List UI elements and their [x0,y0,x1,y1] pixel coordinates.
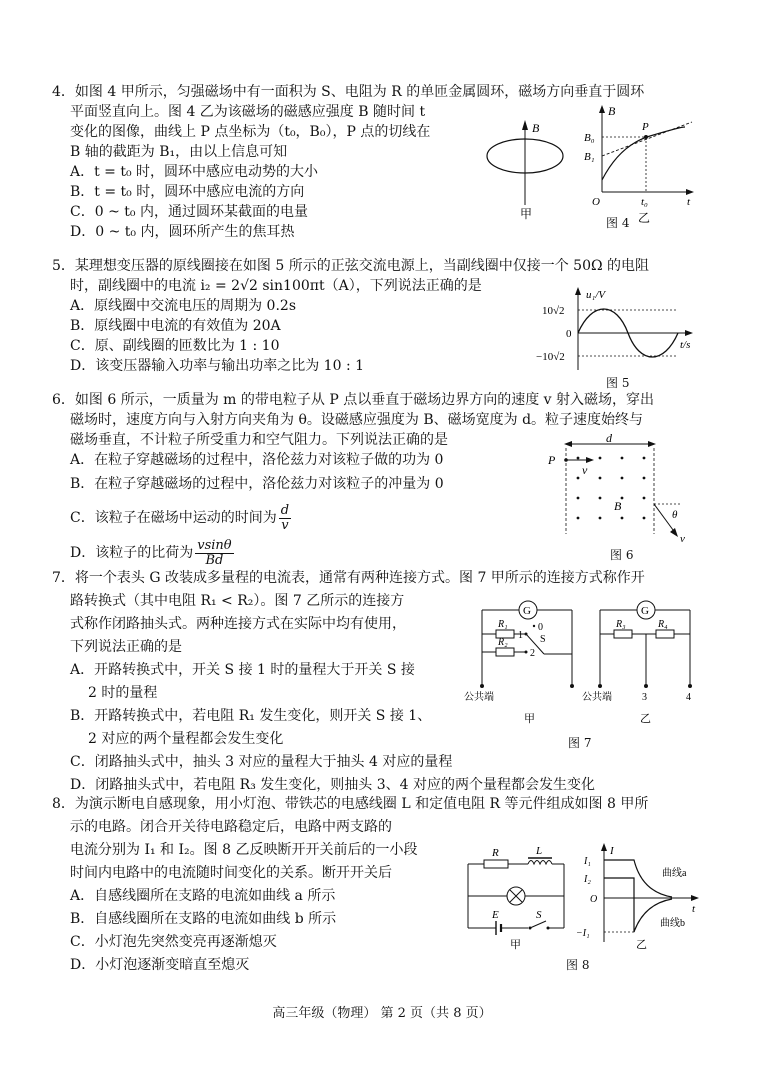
page-footer: 高三年级（物理） 第 2 页（共 8 页） [272,1006,492,1021]
q7-option-b-cont: 2 对应的两个量程都会发生变化 [88,731,284,747]
figure-7 [460,596,705,726]
fig7-caption: 图 7 [568,736,592,750]
svg-text:t₀: t₀ [641,196,648,208]
svg-text:G: G [523,605,531,617]
q7-line-2: 路转换式（其中电阻 R₁ < R₂）。图 7 乙所示的连接方 [70,593,405,609]
d-right-arrow-icon [648,441,656,447]
q4-option-d[interactable]: D．0 ~ t₀ 内，圆环所产生的焦耳热 [70,224,295,240]
svg-text:d: d [606,434,612,445]
svg-text:v: v [582,463,588,477]
svg-text:R₄: R₄ [658,619,668,630]
ring-b-label: B [532,121,540,135]
exit-velocity-arrow-icon [670,528,678,537]
svg-text:t: t [692,903,696,915]
svg-text:甲: 甲 [524,713,535,725]
q4-line-1: 4．如图 4 甲所示，匀强磁场中有一面积为 S、电阻为 R 的单匝金属圆环，磁场方向垂直于圆环 [52,84,645,100]
q8-line-4: 时间内电路中的电流随时间变化的关系。断开开关后 [70,865,392,881]
q7-option-d[interactable]: D．闭路抽头式中，若电阻 R₃ 发生变化，则抽头 3、4 对应的两个量程都会发生变化 [70,777,595,793]
svg-text:−10√2: −10√2 [536,351,565,363]
field-arrow-icon [522,120,528,130]
q6-line-1: 6．如图 6 所示，一质量为 m 的带电粒子从 P 点以垂直于磁场边界方向的速度 v 射入磁场，穿出 [52,392,655,408]
svg-text:−I₁: −I₁ [576,928,590,939]
svg-text:公共端: 公共端 [464,692,494,703]
q8-option-a[interactable]: A．自感线圈所在支路的电流如曲线 a 所示 [70,888,336,904]
svg-text:R₁: R₁ [498,619,508,630]
fig4-jia-label: 甲 [520,207,533,221]
svg-text:1: 1 [518,630,523,641]
svg-text:O: O [590,894,598,905]
svg-text:B: B [614,499,622,513]
q5-option-b[interactable]: B．原线圈中电流的有效值为 20A [70,318,281,334]
svg-text:曲线b: 曲线b [660,918,685,929]
q4-option-b[interactable]: B．t = t₀ 时，圆环中感应电流的方向 [70,184,305,200]
t-axis-arrow-icon [686,189,694,195]
inductor-l [528,861,552,865]
svg-text:v: v [680,533,685,545]
q8-line-2: 示的电路。闭合开关待电路稳定后，电路中两支路的 [70,819,392,835]
i-axis-arrow-icon [601,843,607,851]
q8-line-1: 8．为演示断电自感现象，用小灯泡、带铁芯的电感线圈 L 和定值电阻 R 等元件组成如图 8 甲所 [52,796,649,812]
svg-text:乙: 乙 [640,713,651,725]
svg-text:公共端: 公共端 [582,692,612,703]
q6-d-fraction: vsinθ Bd [197,537,232,568]
svg-text:I: I [610,845,614,857]
q5-option-a[interactable]: A．原线圈中交流电压的周期为 0.2s [70,298,297,314]
q6-option-d[interactable]: D．该粒子的比荷为 vsinθ Bd [70,537,232,568]
svg-text:10√2: 10√2 [542,305,565,317]
b-axis-arrow-icon [599,105,605,113]
fig5-caption: 图 5 [606,376,630,390]
figure-8 [458,842,708,954]
q8-line-3: 电流分别为 I₁ 和 I₂。图 8 乙反映断开开关前后的一小段 [70,842,418,858]
q6-option-b[interactable]: B．在粒子穿越磁场的过程中，洛伦兹力对该粒子的冲量为 0 [70,476,444,492]
svg-text:θ: θ [672,509,678,521]
svg-text:u₁/V: u₁/V [586,289,606,301]
q6-c-fraction: d v [280,502,290,533]
q5-line-1: 5．某理想变压器的原线圈接在如图 5 所示的正弦交流电源上，当副线圈中仅接一个 50Ω 的电阻 [52,258,650,274]
svg-text:3: 3 [642,692,647,703]
q7-option-a-cont: 2 时的量程 [88,685,158,701]
q6-option-c[interactable]: C．该粒子在磁场中运动的时间为 d v [70,502,290,533]
svg-text:B₁: B₁ [584,151,595,163]
svg-text:B₀: B₀ [584,132,595,144]
fig6-caption: 图 6 [610,548,634,562]
svg-text:I₁: I₁ [584,856,591,867]
t-axis-arrow-icon [691,895,699,901]
time-axis-arrow-icon [685,330,693,336]
q6-option-a[interactable]: A．在粒子穿越磁场的过程中，洛伦兹力对该粒子做的功为 0 [70,452,444,468]
svg-text:R₂: R₂ [498,637,508,648]
q6-line-2: 磁场时，速度方向与入射方向夹角为 θ。设磁感应强度为 B、磁场宽度为 d。粒子速度始终与 [70,412,644,428]
q6-line-3: 磁场垂直，不计粒子所受重力和空气阻力。下列说法正确的是 [70,432,448,448]
svg-text:I₂: I₂ [584,874,591,885]
q7-option-c[interactable]: C．闭路抽头式中，抽头 3 对应的量程大于抽头 4 对应的量程 [70,754,453,770]
svg-text:0: 0 [538,622,543,633]
figure-5 [530,286,700,376]
svg-text:R₃: R₃ [616,619,626,630]
resistor-r3 [614,630,632,638]
point-p [644,135,648,139]
resistor-r4 [656,630,674,638]
u-axis-arrow-icon [575,287,581,295]
q7-option-a[interactable]: A．开路转换式中，开关 S 接 1 时的量程大于开关 S 接 [70,662,415,678]
svg-text:曲线a: 曲线a [662,868,687,879]
q4-line-3: 变化的图像，曲线上 P 点坐标为（t₀，B₀），P 点的切线在 [70,124,431,140]
fig4-yi-label: 乙 [638,211,651,225]
svg-text:B: B [608,104,616,118]
q4-option-a[interactable]: A．t = t₀ 时，圆环中感应电动势的大小 [70,164,319,180]
q4-option-c[interactable]: C．0 ~ t₀ 内，通过圆环某截面的电量 [70,204,308,220]
svg-text:乙: 乙 [636,939,647,951]
d-left-arrow-icon [564,441,572,447]
svg-text:0: 0 [566,328,572,340]
svg-text:4: 4 [686,692,691,703]
q7-line-1: 7．将一个表头 G 改装成多量程的电流表，通常有两种连接方式。图 7 甲所示的连接方式称作开 [52,570,645,586]
q7-option-b[interactable]: B．开路转换式中，若电阻 R₁ 发生变化，则开关 S 接 1、 [70,708,432,724]
q4-line-4: B 轴的截距为 B₁，由以上信息可知 [70,144,288,160]
svg-text:G: G [641,605,649,617]
q5-line-2: 时，副线圈中的电流 i₂ = 2√2 sin100πt（A），下列说法正确的是 [70,278,482,294]
fig8-caption: 图 8 [566,958,590,972]
svg-text:S: S [536,909,542,921]
svg-text:2: 2 [530,648,535,659]
q5-option-d[interactable]: D．该变压器输入功率与输出功率之比为 10 : 1 [70,358,365,374]
q8-option-b[interactable]: B．自感线圈所在支路的电流如曲线 b 所示 [70,911,337,927]
svg-text:S: S [540,634,546,645]
fig4-caption: 图 4 [606,216,630,230]
q8-option-c[interactable]: C．小灯泡先突然变亮再逐渐熄灭 [70,934,277,950]
svg-text:t: t [687,196,691,208]
q4-line-2: 平面竖直向上。图 4 乙为该磁场的磁感应强度 B 随时间 t [70,104,426,120]
svg-text:O: O [592,196,600,208]
q8-option-d[interactable]: D．小灯泡逐渐变暗直至熄灭 [70,957,250,973]
svg-text:E: E [492,909,499,921]
svg-text:甲: 甲 [510,939,521,951]
q7-line-3: 式称作闭路抽头式。两种连接方式在实际中均有使用， [70,616,406,632]
switch-s [530,921,546,928]
svg-text:R: R [492,847,499,859]
q7-line-4: 下列说法正确的是 [70,639,182,655]
resistor-r [484,860,508,868]
svg-text:L: L [536,845,543,857]
figure-6 [542,434,702,546]
svg-text:t/s: t/s [680,339,691,351]
figure-4 [480,100,700,230]
q5-option-c[interactable]: C．原、副线圈的匝数比为 1 : 10 [70,338,280,354]
resistor-r2 [496,648,514,656]
svg-text:P: P [642,121,649,133]
svg-text:P: P [548,453,556,467]
b-curve [602,127,685,180]
